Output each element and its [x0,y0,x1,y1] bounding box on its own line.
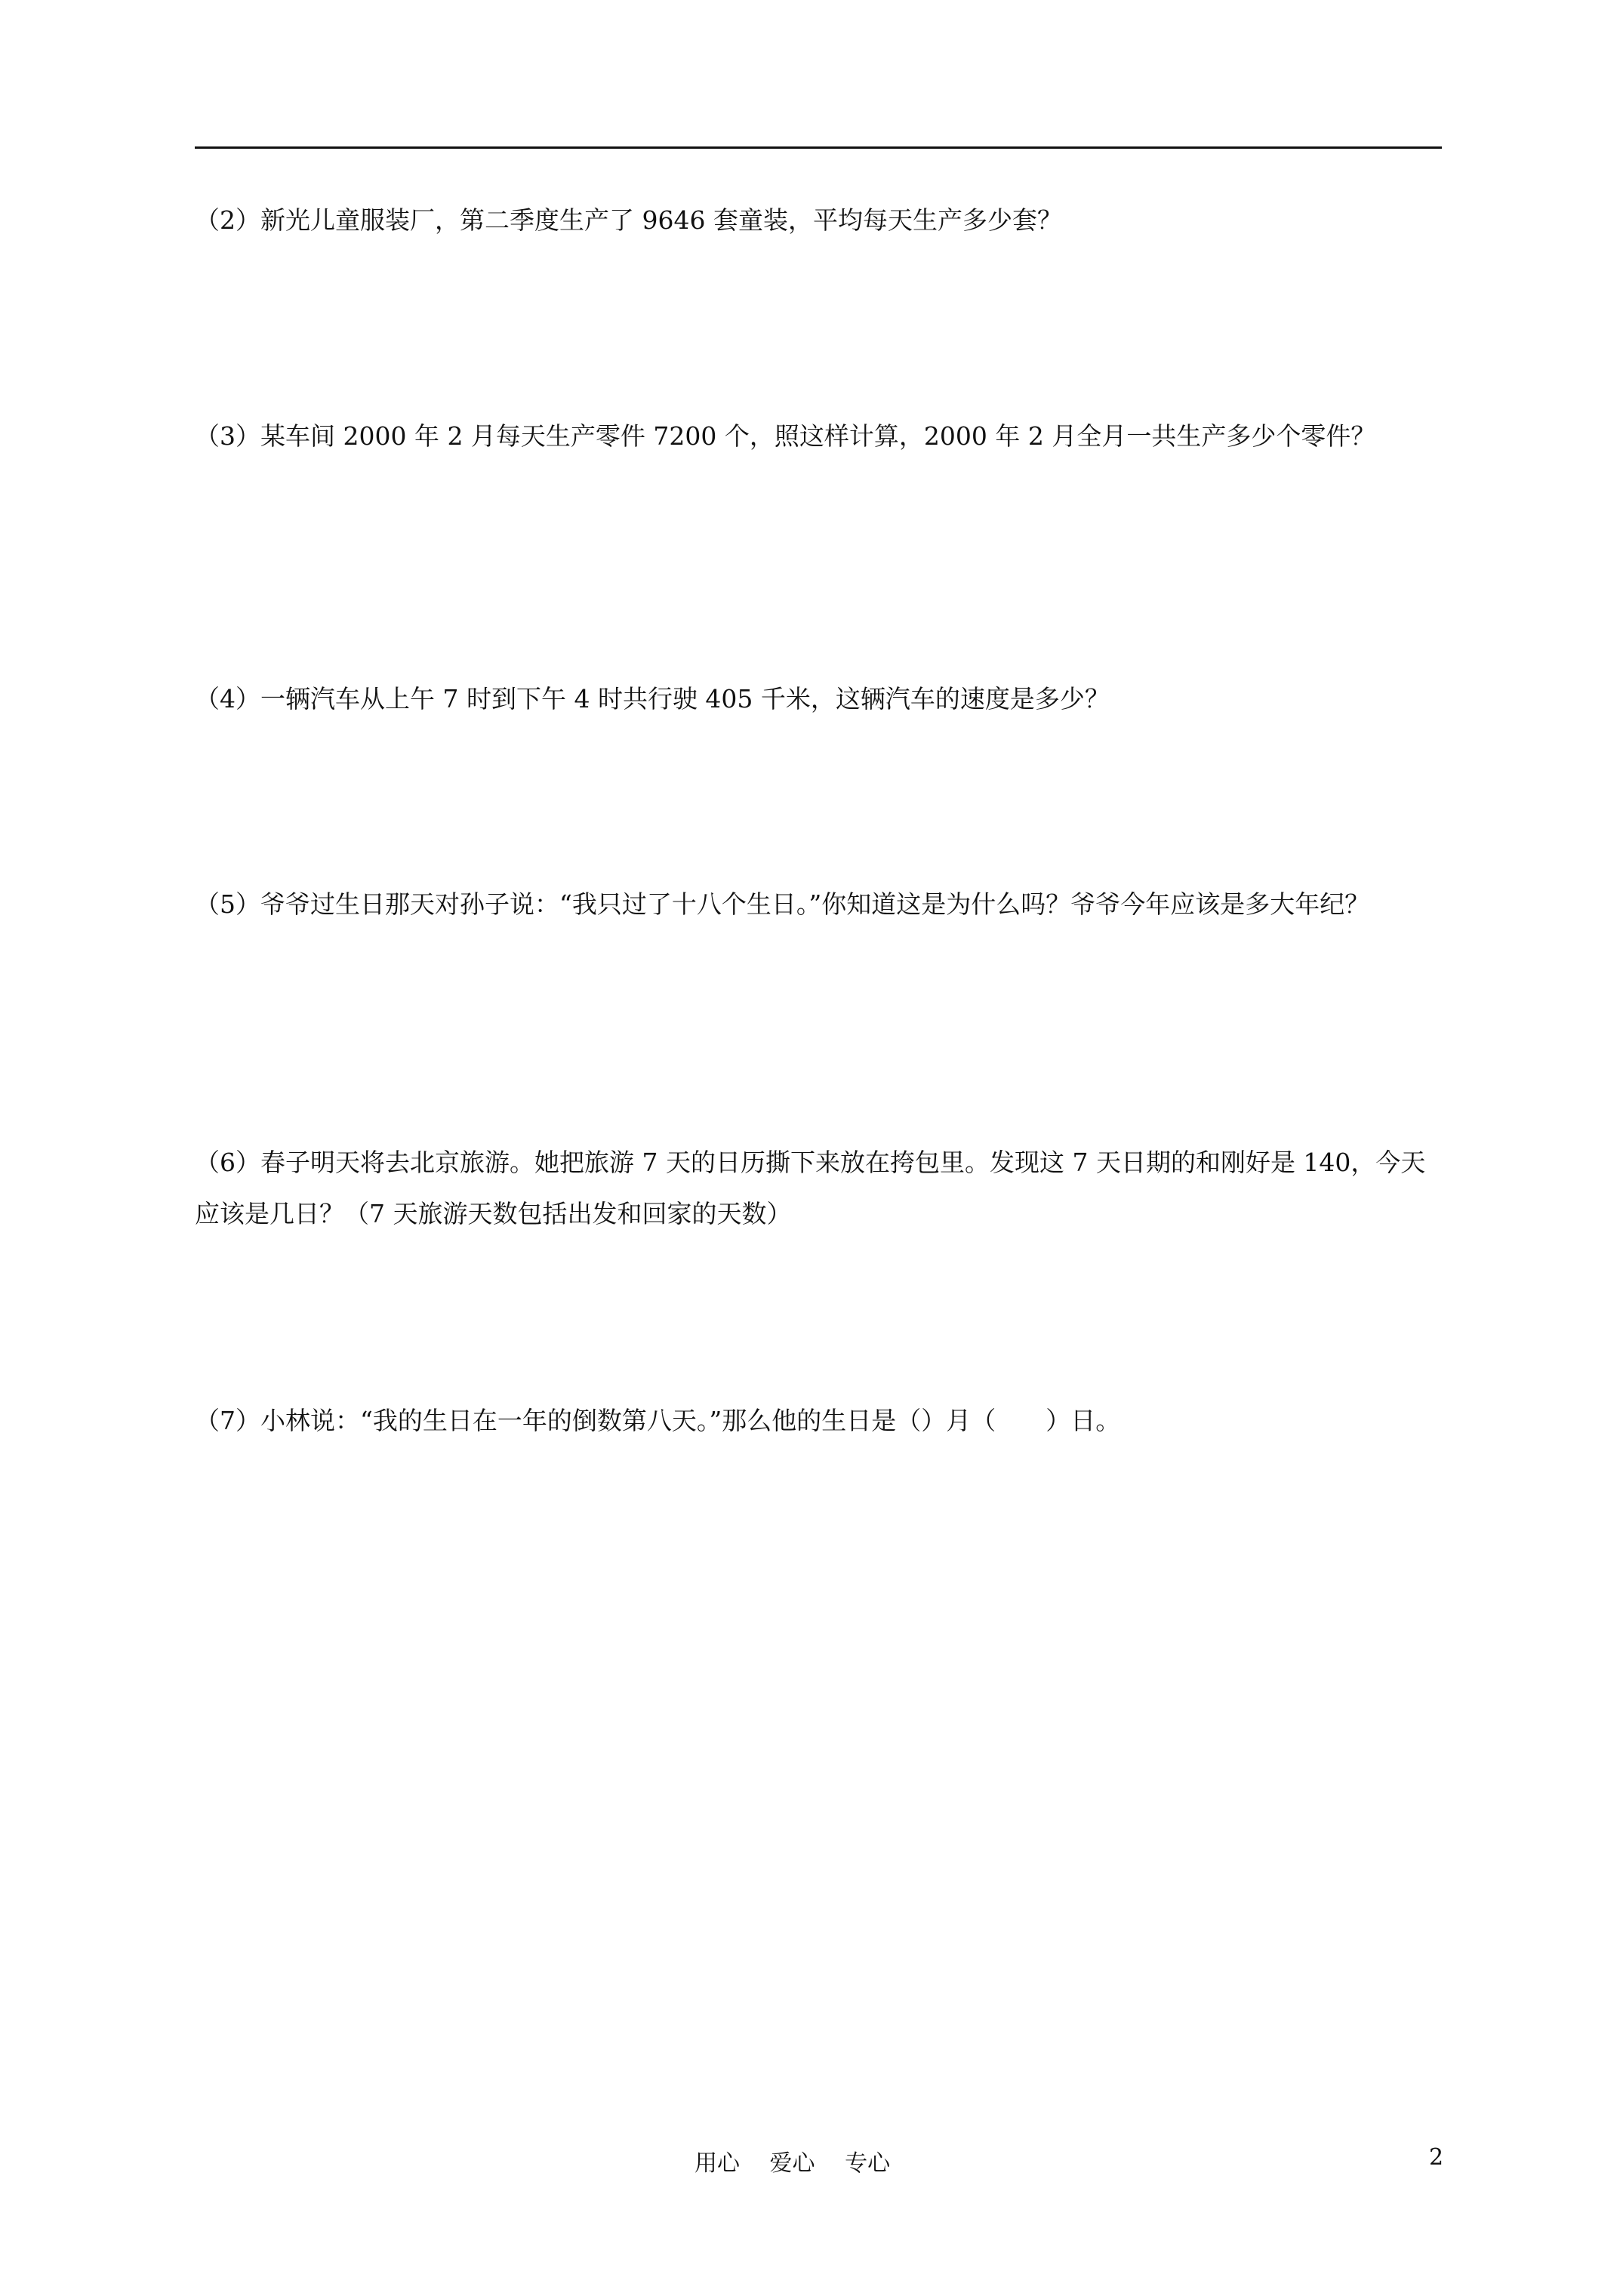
question-6: （6）春子明天将去北京旅游。她把旅游 7 天的日历撕下来放在挎包里。发现这 7 天日期的和刚好是 140，今天应该是几日？（7 天旅游天数包括出发和回家的天数） [195,1148,1426,1228]
question-7: （7）小林说：“我的生日在一年的倒数第八天。”那么他的生日是（）月（ ）日。 [195,1406,1121,1435]
question-2: （2）新光儿童服装厂，第二季度生产了 9646 套童装，平均每天生产多少套？ [195,205,1062,235]
question-4: （4）一辆汽车从上午 7 时到下午 4 时共行驶 405 千米，这辆汽车的速度是多少？ [195,684,1110,713]
footer-slogan: 用心 爱心 专心 [694,2150,891,2177]
header-rule [195,146,1442,149]
page-number: 2 [1429,2144,1444,2171]
question-5: （5）爷爷过生日那天对孙子说：“我只过了十八个生日。”你知道这是为什么吗？爷爷今年应该是多大年纪？ [195,889,1370,919]
question-3: （3）某车间 2000 年 2 月每天生产零件 7200 个，照这样计算，2000 年 2 月全月一共生产多少个零件？ [195,421,1376,451]
page-footer [0,2144,1623,2177]
